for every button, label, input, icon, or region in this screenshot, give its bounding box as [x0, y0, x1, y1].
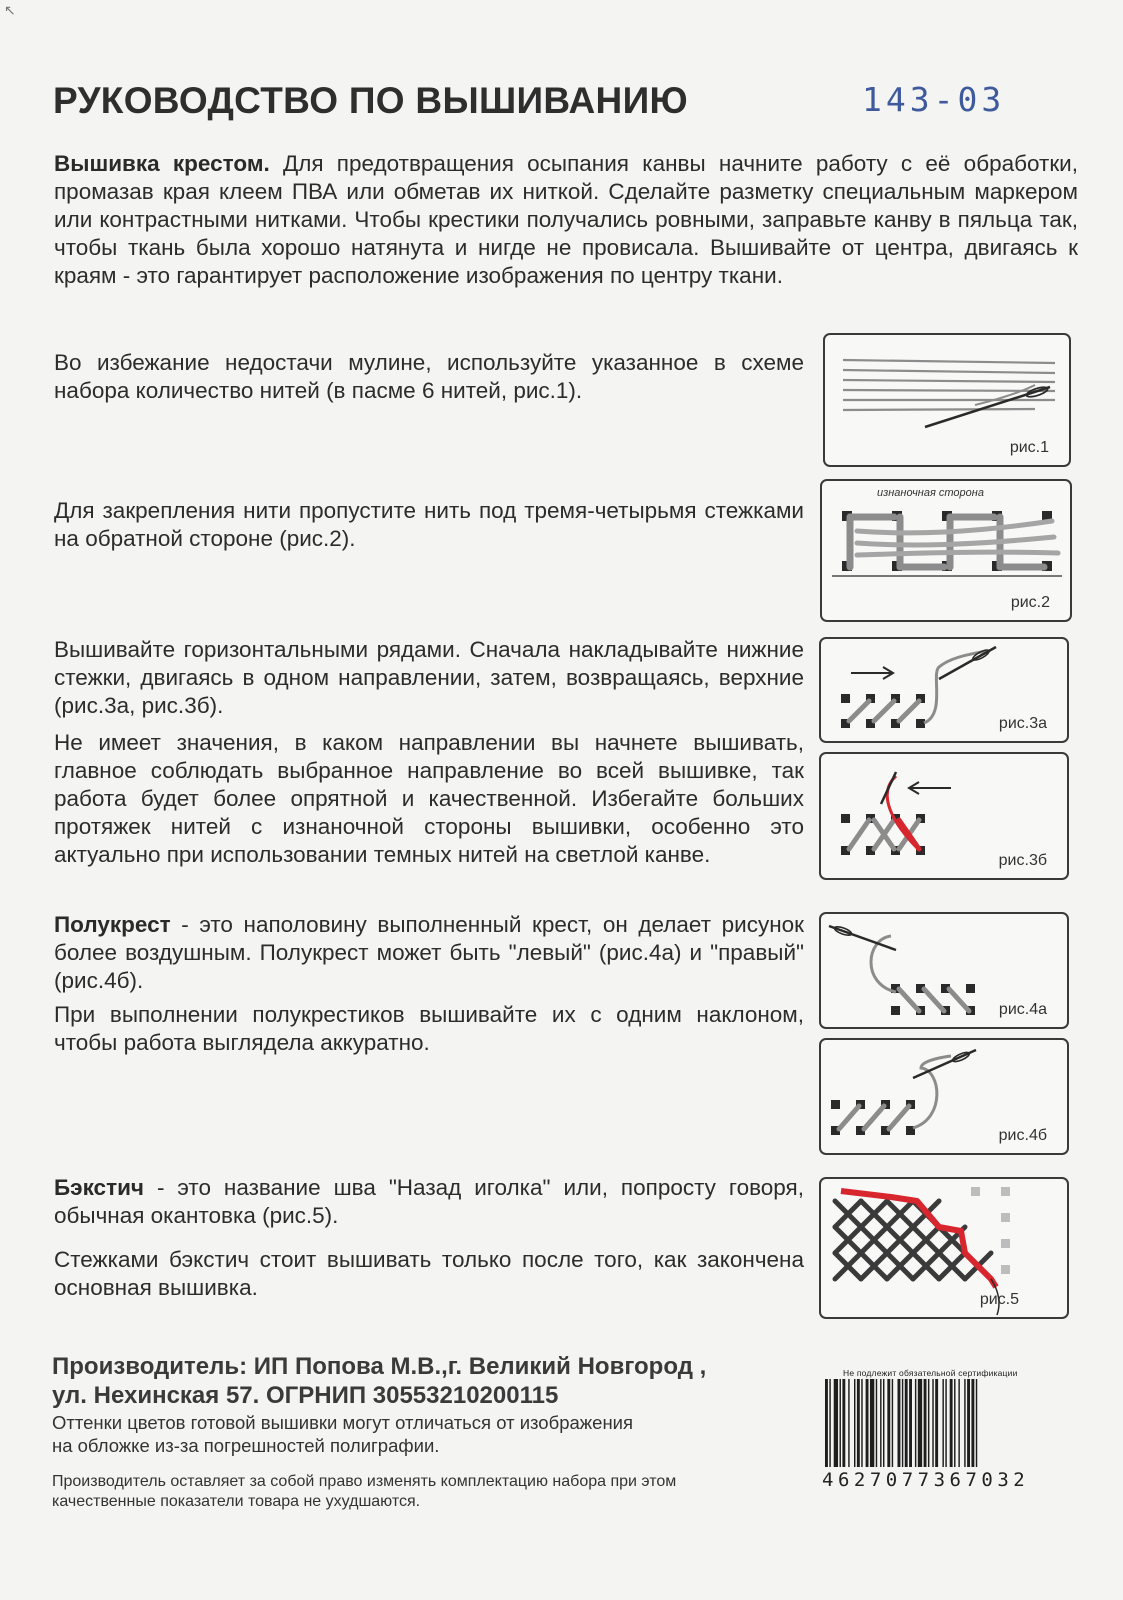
barcode-bar — [887, 1379, 890, 1467]
barcode-number: 4627077367032 — [822, 1469, 1030, 1491]
figure-4b-label: рис.4б — [998, 1127, 1047, 1144]
figure-3a — [819, 637, 1069, 743]
figure-1-label: рис.1 — [1009, 439, 1049, 456]
barcode-bar — [854, 1379, 855, 1467]
figure-2-label: рис.2 — [1010, 594, 1050, 611]
barcode-bar — [976, 1379, 977, 1467]
cross-stitch-paragraph — [54, 150, 1078, 290]
barcode-bar — [918, 1379, 922, 1467]
rows-paragraph: Вышивайте горизонтальными рядами. Сначала накладывайте нижние стежки, двигаясь в одном направлении, затем, возвращаясь, верхние (рис.3а, рис.3б). — [54, 637, 804, 718]
half-slope-paragraph: При выполнении полукрестиков вышивайте их с одним наклоном, чтобы работа выглядела аккуратно. — [54, 1002, 804, 1055]
barcode-bar — [876, 1379, 877, 1467]
half-cross-paragraph — [54, 911, 804, 995]
fasten-paragraph: Для закрепления нити пропустите нить под тремя-четырьмя стежками на обратной стороне (рис.2). — [54, 498, 804, 551]
figure-5 — [819, 1177, 1069, 1319]
barcode-bar — [945, 1379, 946, 1467]
barcode-bar — [870, 1379, 874, 1467]
barcode-bar — [954, 1379, 955, 1467]
figure-4a-label: рис.4а — [998, 1001, 1047, 1018]
manufacturer-line-2: ул. Нехинская 57. ОГРНИП 30553210200115 — [52, 1382, 559, 1409]
figure-1 — [823, 333, 1071, 467]
barcode-bar — [892, 1379, 893, 1467]
backstitch-illustration — [821, 1179, 1071, 1321]
barcode-bar — [932, 1379, 933, 1467]
barcode-bar — [857, 1379, 860, 1467]
kit-change-line-2: качественные показатели товара не ухудшаются. — [52, 1493, 421, 1510]
page-title: РУКОВОДСТВО ПО ВЫШИВАНИЮ — [53, 80, 688, 121]
manufacturer-info — [52, 1352, 706, 1410]
barcode-bar — [842, 1379, 845, 1467]
barcode-bar — [866, 1379, 869, 1467]
barcode-bar — [880, 1379, 881, 1467]
color-disclaimer-line-1: Оттенки цветов готовой вышивки могут отличаться от изображения — [52, 1412, 634, 1433]
cross-stitch-text: Для предотвращения осыпания канвы начните работу с её обработки, промазав края клеем ПВА или обметав их ниткой. Сделайте разметку специальным маркером или контрастными нитками. Чтобы крестики получались ровными, заправьте канву в пяльца так, чтобы ткань была хорошо натянута и нигде не провисала. Вышивайте от центра, двигаясь к краям - это гарантирует расположение изображения по центру ткани. — [54, 151, 1078, 288]
barcode-bar — [928, 1379, 929, 1467]
barcode-bar — [902, 1379, 903, 1467]
color-disclaimer — [52, 1411, 633, 1457]
barcode-bar — [898, 1379, 901, 1467]
half-cross-text: - это наполовину выполненный крест, он делает рисунок более воздушным. Полукрест может быть "левый" (рис.4а) и "правый" (рис.4б). — [54, 912, 804, 993]
barcode-bar — [935, 1379, 938, 1467]
kit-change-line-1: Производитель оставляет за собой право изменять комплектацию набора при этом — [52, 1473, 677, 1490]
barcode-bar — [958, 1379, 959, 1467]
barcode-bar — [924, 1379, 927, 1467]
barcode-bars — [823, 1379, 1045, 1471]
backstitch-text: - это название шва "Назад иголка" или, попросту говоря, обычная окантовка (рис.5). — [54, 1175, 804, 1228]
figure-3b — [819, 752, 1069, 880]
batch-stamp: 143-03 — [862, 80, 1006, 119]
barcode-bar — [834, 1379, 838, 1467]
figure-3a-label: рис.3а — [998, 715, 1047, 732]
figure-4a — [819, 912, 1069, 1029]
figure-2-caption: изнаночная сторона — [877, 487, 984, 499]
barcode-bar — [915, 1379, 916, 1467]
figure-3b-label: рис.3б — [998, 852, 1047, 869]
backstitch-after-paragraph: Стежками бэкстич стоит вышивать только после того, как закончена основная вышивка. — [54, 1247, 804, 1300]
certification-note: Не подлежит обязательной сертификации — [843, 1368, 1018, 1378]
barcode-bar — [909, 1379, 912, 1467]
barcode-bar — [905, 1379, 908, 1467]
cross-stitch-heading: Вышивка крестом. — [54, 151, 270, 176]
barcode-bar — [825, 1379, 828, 1467]
barcode-bar — [971, 1379, 974, 1467]
barcode-bar — [829, 1379, 830, 1467]
figure-2 — [820, 479, 1072, 622]
backstitch-paragraph — [54, 1174, 804, 1230]
barcode-bar — [883, 1379, 884, 1467]
manufacturer-line-1: Производитель: ИП Попова М.В.,г. Великий Новгород , — [52, 1353, 707, 1380]
figure-5-label: рис.5 — [979, 1291, 1019, 1308]
color-disclaimer-line-2: на обложке из-за погрешностей полиграфии. — [52, 1435, 440, 1456]
corner-mark: ↖ — [4, 2, 16, 18]
barcode-bar — [848, 1379, 849, 1467]
barcode-bar — [861, 1379, 862, 1467]
backstitch-heading: Бэкстич — [54, 1175, 144, 1200]
barcode-bar — [840, 1379, 841, 1467]
threads-paragraph: Во избежание недостачи мулине, используйте указанное в схеме набора количество нитей (в пасме 6 нитей, рис.1). — [54, 350, 804, 403]
barcode-bar — [942, 1379, 943, 1467]
barcode-bar — [967, 1379, 970, 1467]
barcode-bar — [950, 1379, 953, 1467]
half-cross-heading: Полукрест — [54, 912, 171, 937]
kit-change-disclaimer — [52, 1472, 676, 1512]
figure-4b — [819, 1038, 1069, 1155]
barcode-bar — [964, 1379, 965, 1467]
direction-paragraph: Не имеет значения, в каком направлении вы начнете вышивать, главное соблюдать выбранное направление во всей вышивке, так работа будет более опрятной и качественной. Избегайте больших протяжек нитей с изнаночной стороны вышивки, особенно это актуально при использовании темных нитей на светлой канве. — [54, 730, 804, 867]
